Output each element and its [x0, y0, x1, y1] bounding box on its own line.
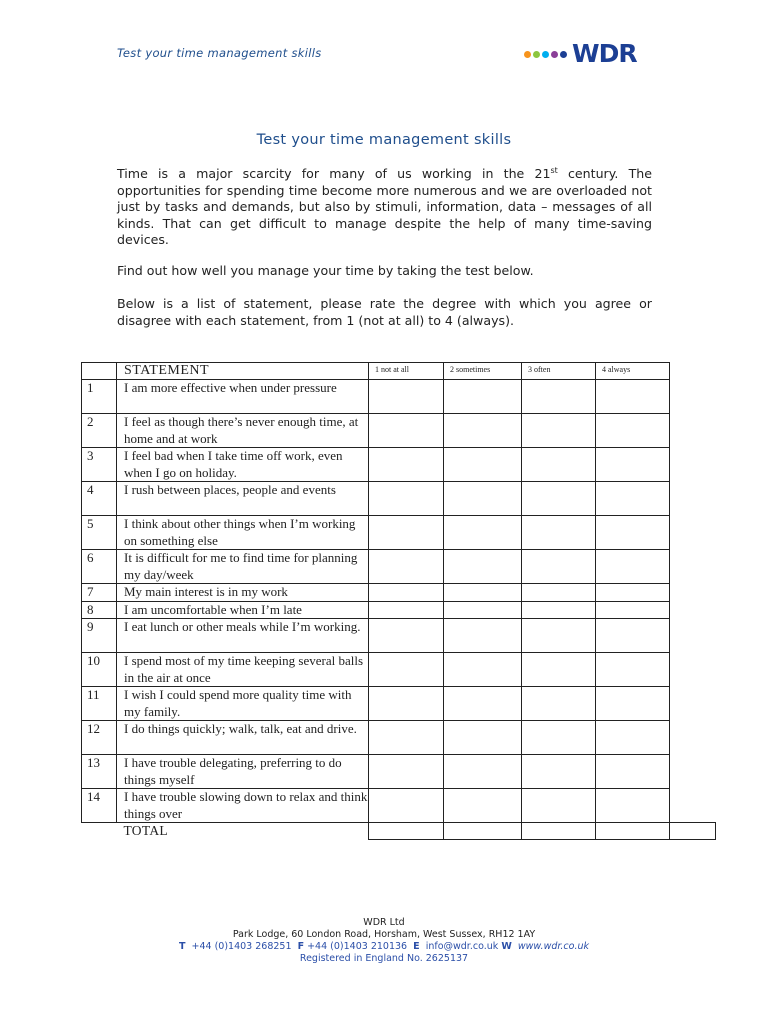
- rating-instruction-paragraph: Below is a list of statement, please rate the degree with which you agree or disagree with each statement, from 1 (not at all) to 4 (always).: [117, 296, 652, 328]
- logo-dot-icon: [551, 51, 558, 58]
- rating-cell-2[interactable]: [444, 584, 522, 602]
- table-row: [82, 601, 716, 619]
- statement-text: I spend most of my time keeping several balls in the air at once: [117, 653, 369, 687]
- rating-cell-1[interactable]: [369, 482, 444, 516]
- statement-text: I feel bad when I take time off work, even when I go on holiday.: [117, 448, 369, 482]
- rating-cell-4[interactable]: [596, 550, 670, 584]
- statement-header: STATEMENT: [117, 363, 369, 380]
- rating-cell-1[interactable]: [369, 687, 444, 721]
- rating-cell-1[interactable]: [369, 755, 444, 789]
- rating-cell-4[interactable]: [596, 516, 670, 550]
- rating-cell-2[interactable]: [444, 516, 522, 550]
- instruction-paragraph: Find out how well you manage your time by taking the test below.: [117, 263, 534, 278]
- rating-cell-3[interactable]: [522, 619, 596, 653]
- rating-cell-1[interactable]: [369, 550, 444, 584]
- statement-text: I eat lunch or other meals while I’m working.: [117, 619, 369, 653]
- table-row: [82, 721, 716, 755]
- header-title: Test your time management skills: [117, 46, 322, 60]
- rating-cell-1[interactable]: [369, 789, 444, 823]
- table-row: [82, 584, 716, 602]
- rating-cell-2[interactable]: [444, 448, 522, 482]
- statement-text: I think about other things when I’m working on something else: [117, 516, 369, 550]
- rating-cell-4[interactable]: [596, 414, 670, 448]
- logo-dot-icon: [542, 51, 549, 58]
- footer-registration: Registered in England No. 2625137: [299, 953, 469, 964]
- rating-header-not-at-all: 1 not at all: [369, 363, 444, 380]
- rating-header-often: 3 often: [522, 363, 596, 380]
- rating-cell-3[interactable]: [522, 516, 596, 550]
- total-cell-sum[interactable]: [670, 823, 716, 840]
- row-number: 2: [82, 414, 117, 448]
- table-row: [82, 789, 716, 823]
- website-link[interactable]: www.wdr.co.uk: [517, 941, 589, 952]
- rating-cell-3[interactable]: [522, 755, 596, 789]
- rating-cell-3[interactable]: [522, 550, 596, 584]
- rating-cell-1[interactable]: [369, 380, 444, 414]
- rating-cell-1[interactable]: [369, 516, 444, 550]
- rating-cell-1[interactable]: [369, 619, 444, 653]
- statement-text: I do things quickly; walk, talk, eat and drive.: [117, 721, 369, 755]
- rating-cell-1[interactable]: [369, 414, 444, 448]
- rating-cell-3[interactable]: [522, 789, 596, 823]
- logo-wordmark: WDR: [572, 39, 637, 68]
- table-row: [82, 448, 716, 482]
- total-cell-2[interactable]: [444, 823, 522, 840]
- statement-text: My main interest is in my work: [117, 584, 369, 602]
- rating-cell-4[interactable]: [596, 448, 670, 482]
- rating-cell-3[interactable]: [522, 653, 596, 687]
- table-row: [82, 414, 716, 448]
- rating-cell-4[interactable]: [596, 601, 670, 619]
- rating-cell-4[interactable]: [596, 755, 670, 789]
- total-cell-3[interactable]: [522, 823, 596, 840]
- wdr-logo: [524, 39, 637, 68]
- table-row: [82, 516, 716, 550]
- statement-text: I have trouble slowing down to relax and think things over: [117, 789, 369, 823]
- document-title: Test your time management skills: [256, 132, 512, 148]
- statement-text: I wish I could spend more quality time with my family.: [117, 687, 369, 721]
- rating-cell-4[interactable]: [596, 789, 670, 823]
- statement-text: I rush between places, people and events: [117, 482, 369, 516]
- table-row: [82, 687, 716, 721]
- number-header-cell: [82, 363, 117, 380]
- rating-cell-3[interactable]: [522, 380, 596, 414]
- row-number: 4: [82, 482, 117, 516]
- row-number: 7: [82, 584, 117, 602]
- rating-cell-3[interactable]: [522, 414, 596, 448]
- logo-dot-icon: [533, 51, 540, 58]
- rating-cell-2[interactable]: [444, 550, 522, 584]
- rating-cell-2[interactable]: [444, 721, 522, 755]
- intro-paragraph: Time is a major scarcity for many of us working in the 21st century. The opportunities for spending time become more numerous and we are overloaded not just by tasks and demands, but also by stimuli, information, data – messages of all kinds. That can get difficult to manage despite the help of many time-saving devices.: [117, 165, 652, 247]
- rating-cell-1[interactable]: [369, 601, 444, 619]
- rating-cell-1[interactable]: [369, 653, 444, 687]
- rating-cell-2[interactable]: [444, 687, 522, 721]
- statement-text: I am uncomfortable when I’m late: [117, 601, 369, 619]
- rating-cell-2[interactable]: [444, 653, 522, 687]
- footer-address: Park Lodge, 60 London Road, Horsham, West Sussex, RH12 1AY: [232, 929, 536, 940]
- row-number: 1: [82, 380, 117, 414]
- table-row: [82, 482, 716, 516]
- statement-text: I am more effective when under pressure: [117, 380, 369, 414]
- rating-cell-3[interactable]: [522, 687, 596, 721]
- footer-company: WDR Ltd: [363, 917, 405, 928]
- rating-header-sometimes: 2 sometimes: [444, 363, 522, 380]
- rating-cell-3[interactable]: [522, 584, 596, 602]
- rating-cell-3[interactable]: [522, 482, 596, 516]
- row-number: 10: [82, 653, 117, 687]
- rating-cell-4[interactable]: [596, 619, 670, 653]
- rating-cell-4[interactable]: [596, 584, 670, 602]
- total-row: [82, 823, 716, 840]
- row-number: 5: [82, 516, 117, 550]
- table-row: [82, 550, 716, 584]
- rating-cell-4[interactable]: [596, 687, 670, 721]
- rating-cell-3[interactable]: [522, 448, 596, 482]
- rating-cell-3[interactable]: [522, 601, 596, 619]
- row-number: 8: [82, 601, 117, 619]
- rating-cell-4[interactable]: [596, 380, 670, 414]
- total-label: TOTAL: [117, 823, 369, 840]
- row-number: 13: [82, 755, 117, 789]
- statement-text: It is difficult for me to find time for planning my day/week: [117, 550, 369, 584]
- row-number: 11: [82, 687, 117, 721]
- rating-header-always: 4 always: [596, 363, 670, 380]
- rating-cell-4[interactable]: [596, 482, 670, 516]
- row-number: 3: [82, 448, 117, 482]
- rating-cell-1[interactable]: [369, 448, 444, 482]
- table-row: [82, 619, 716, 653]
- rating-cell-4[interactable]: [596, 721, 670, 755]
- total-cell-4[interactable]: [596, 823, 670, 840]
- table-row: [82, 755, 716, 789]
- rating-cell-3[interactable]: [522, 721, 596, 755]
- rating-cell-2[interactable]: [444, 414, 522, 448]
- row-number: 12: [82, 721, 117, 755]
- statement-text: I have trouble delegating, preferring to do things myself: [117, 755, 369, 789]
- footer-contact: T +44 (0)1403 268251 F +44 (0)1403 210136 E info@wdr.co.uk W www.wdr.co.uk: [178, 941, 589, 952]
- statement-text: I feel as though there’s never enough time, at home and at work: [117, 414, 369, 448]
- row-number: 9: [82, 619, 117, 653]
- rating-cell-2[interactable]: [444, 789, 522, 823]
- total-spacer: [82, 823, 117, 840]
- total-cell-1[interactable]: [369, 823, 444, 840]
- row-number: 14: [82, 789, 117, 823]
- rating-cell-1[interactable]: [369, 721, 444, 755]
- table-row: [82, 380, 716, 414]
- rating-cell-2[interactable]: [444, 619, 522, 653]
- rating-cell-4[interactable]: [596, 653, 670, 687]
- time-management-survey-table: [81, 362, 716, 840]
- rating-cell-1[interactable]: [369, 584, 444, 602]
- rating-cell-2[interactable]: [444, 482, 522, 516]
- rating-cell-2[interactable]: [444, 601, 522, 619]
- email-link[interactable]: info@wdr.co.uk: [425, 941, 499, 952]
- logo-dot-icon: [524, 51, 531, 58]
- logo-dot-icon: [560, 51, 567, 58]
- row-number: 6: [82, 550, 117, 584]
- rating-cell-2[interactable]: [444, 380, 522, 414]
- table-row: [82, 653, 716, 687]
- table-header-row: [82, 363, 716, 380]
- rating-cell-2[interactable]: [444, 755, 522, 789]
